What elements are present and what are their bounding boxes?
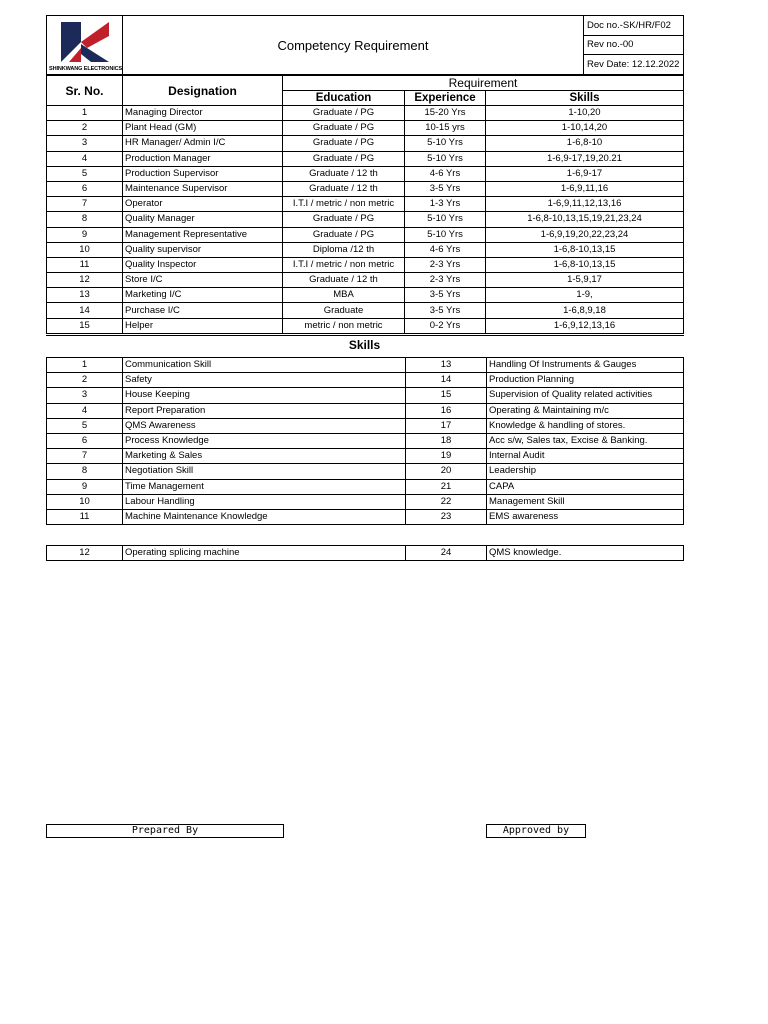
table-row xyxy=(47,136,684,151)
header-education: Education xyxy=(283,91,405,106)
skill-number: 9 xyxy=(47,479,123,494)
skills-cell: 1-6,9,12,13,16 xyxy=(486,318,684,334)
table-row xyxy=(47,479,684,494)
sr-no-cell: 3 xyxy=(47,136,123,151)
skill-name: Acc s/w, Sales tax, Excise & Banking. xyxy=(487,433,684,448)
education-cell: Graduate / PG xyxy=(283,106,405,121)
skill-number: 1 xyxy=(47,358,123,373)
sr-no-cell: 13 xyxy=(47,288,123,303)
skill-number: 11 xyxy=(47,509,123,524)
experience-cell: 5-10 Yrs xyxy=(405,227,486,242)
education-cell: Graduate / PG xyxy=(283,136,405,151)
skill-number: 4 xyxy=(47,403,123,418)
education-cell: Graduate / PG xyxy=(283,227,405,242)
table-row xyxy=(47,303,684,318)
sr-no-cell: 9 xyxy=(47,227,123,242)
table-row xyxy=(47,388,684,403)
experience-cell: 5-10 Yrs xyxy=(405,151,486,166)
experience-cell: 3-5 Yrs xyxy=(405,303,486,318)
competency-rows xyxy=(47,106,684,337)
education-cell: I.T.I / metric / non metric xyxy=(283,197,405,212)
table-row xyxy=(47,273,684,288)
skill-number: 22 xyxy=(406,494,487,509)
experience-cell: 3-5 Yrs xyxy=(405,181,486,196)
designation-cell: Quality Inspector xyxy=(123,257,283,272)
skill-number: 20 xyxy=(406,464,487,479)
education-cell: I.T.I / metric / non metric xyxy=(283,257,405,272)
skill-name: Operating splicing machine xyxy=(123,546,406,561)
skill-name: Time Management xyxy=(123,479,406,494)
skill-number: 23 xyxy=(406,509,487,524)
skill-name: Report Preparation xyxy=(123,403,406,418)
experience-cell: 0-2 Yrs xyxy=(405,318,486,334)
sr-no-cell: 14 xyxy=(47,303,123,318)
sr-no-cell: 5 xyxy=(47,166,123,181)
skills-cell: 1-10,20 xyxy=(486,106,684,121)
table-row xyxy=(47,197,684,212)
skills-cell: 1-10,14,20 xyxy=(486,121,684,136)
skill-number: 6 xyxy=(47,433,123,448)
education-cell: Graduate / PG xyxy=(283,121,405,136)
designation-cell: Marketing I/C xyxy=(123,288,283,303)
skill-number: 15 xyxy=(406,388,487,403)
designation-cell: HR Manager/ Admin I/C xyxy=(123,136,283,151)
skills-cell: 1-6,9-17,19,20.21 xyxy=(486,151,684,166)
table-row xyxy=(47,418,684,433)
sr-no-cell: 6 xyxy=(47,181,123,196)
revision-number: Rev no.-00 xyxy=(584,35,684,55)
education-cell: MBA xyxy=(283,288,405,303)
document-title: Competency Requirement xyxy=(123,16,584,75)
table-row xyxy=(47,546,684,561)
table-row xyxy=(47,212,684,227)
table-row xyxy=(47,509,684,524)
designation-cell: Production Supervisor xyxy=(123,166,283,181)
designation-cell: Helper xyxy=(123,318,283,334)
skill-number: 13 xyxy=(406,358,487,373)
designation-cell: Quality supervisor xyxy=(123,242,283,257)
header-skills: Skills xyxy=(486,91,684,106)
sr-no-cell: 1 xyxy=(47,106,123,121)
skill-name: Production Planning xyxy=(487,373,684,388)
skill-name: Leadership xyxy=(487,464,684,479)
skill-number: 24 xyxy=(406,546,487,561)
designation-cell: Management Representative xyxy=(123,227,283,242)
experience-cell: 5-10 Yrs xyxy=(405,136,486,151)
table-row xyxy=(47,403,684,418)
logo-text: SHINKWANG ELECTRONICS xyxy=(49,66,123,72)
table-row xyxy=(47,433,684,448)
table-row xyxy=(47,181,684,196)
skill-number: 2 xyxy=(47,373,123,388)
sr-no-cell: 11 xyxy=(47,257,123,272)
skills-cell: 1-5,9,17 xyxy=(486,273,684,288)
designation-cell: Production Manager xyxy=(123,151,283,166)
table-row xyxy=(47,151,684,166)
designation-cell: Purchase I/C xyxy=(123,303,283,318)
table-row xyxy=(47,373,684,388)
skill-name: Process Knowledge xyxy=(123,433,406,448)
table-row xyxy=(47,358,684,373)
skill-name: House Keeping xyxy=(123,388,406,403)
skill-number: 17 xyxy=(406,418,487,433)
experience-cell: 15-20 Yrs xyxy=(405,106,486,121)
experience-cell: 2-3 Yrs xyxy=(405,257,486,272)
revision-date: Rev Date: 12.12.2022 xyxy=(584,55,684,75)
skills-extra-table xyxy=(46,545,684,561)
skill-name: QMS knowledge. xyxy=(487,546,684,561)
skill-name: Labour Handling xyxy=(123,494,406,509)
sr-no-cell: 2 xyxy=(47,121,123,136)
skill-name: EMS awareness xyxy=(487,509,684,524)
document-header xyxy=(46,15,684,75)
designation-cell: Quality Manager xyxy=(123,212,283,227)
sr-no-cell: 4 xyxy=(47,151,123,166)
skill-number: 12 xyxy=(47,546,123,561)
skill-name: Safety xyxy=(123,373,406,388)
experience-cell: 4-6 Yrs xyxy=(405,166,486,181)
skill-number: 8 xyxy=(47,464,123,479)
skill-name: Internal Audit xyxy=(487,449,684,464)
header-sr-no: Sr. No. xyxy=(47,76,123,106)
skills-rows xyxy=(47,358,684,525)
table-row xyxy=(47,121,684,136)
education-cell: Graduate / 12 th xyxy=(283,181,405,196)
skills-cell: 1-6,9-17 xyxy=(486,166,684,181)
table-row xyxy=(47,227,684,242)
education-cell: Graduate xyxy=(283,303,405,318)
skill-name: Machine Maintenance Knowledge xyxy=(123,509,406,524)
header-designation: Designation xyxy=(123,76,283,106)
skill-name: Handling Of Instruments & Gauges xyxy=(487,358,684,373)
designation-cell: Maintenance Supervisor xyxy=(123,181,283,196)
skill-name: Negotiation Skill xyxy=(123,464,406,479)
table-row xyxy=(47,288,684,303)
education-cell: Graduate / PG xyxy=(283,212,405,227)
table-row xyxy=(47,106,684,121)
experience-cell: 3-5 Yrs xyxy=(405,288,486,303)
education-cell: Diploma /12 th xyxy=(283,242,405,257)
skills-cell: 1-6,9,19,20,22,23,24 xyxy=(486,227,684,242)
experience-cell: 1-3 Yrs xyxy=(405,197,486,212)
skill-number: 5 xyxy=(47,418,123,433)
skill-name: Supervision of Quality related activities xyxy=(487,388,684,403)
experience-cell: 2-3 Yrs xyxy=(405,273,486,288)
sr-no-cell: 7 xyxy=(47,197,123,212)
company-logo xyxy=(47,16,123,75)
skill-name: Knowledge & handling of stores. xyxy=(487,418,684,433)
skills-cell: 1-6,9,11,12,13,16 xyxy=(486,197,684,212)
skills-cell: 1-6,8-10,13,15,19,21,23,24 xyxy=(486,212,684,227)
sr-no-cell: 15 xyxy=(47,318,123,334)
skill-number: 7 xyxy=(47,449,123,464)
designation-cell: Plant Head (GM) xyxy=(123,121,283,136)
double-rule xyxy=(47,334,684,337)
table-row xyxy=(47,257,684,272)
skill-number: 19 xyxy=(406,449,487,464)
competency-table xyxy=(46,75,684,337)
table-row xyxy=(47,464,684,479)
skill-number: 10 xyxy=(47,494,123,509)
table-row xyxy=(47,318,684,334)
header-experience: Experience xyxy=(405,91,486,106)
skill-number: 16 xyxy=(406,403,487,418)
education-cell: Graduate / PG xyxy=(283,151,405,166)
designation-cell: Operator xyxy=(123,197,283,212)
table-row xyxy=(47,242,684,257)
skill-name: Marketing & Sales xyxy=(123,449,406,464)
table-row xyxy=(47,166,684,181)
prepared-by-box: Prepared By xyxy=(46,824,284,838)
skills-section-title: Skills xyxy=(348,338,381,352)
doc-number: Doc no.-SK/HR/F02 xyxy=(584,16,684,36)
skills-cell: 1-6,8-10,13,15 xyxy=(486,257,684,272)
header-requirement: Requirement xyxy=(283,76,684,91)
skill-number: 21 xyxy=(406,479,487,494)
education-cell: metric / non metric xyxy=(283,318,405,334)
skill-name: CAPA xyxy=(487,479,684,494)
sr-no-cell: 10 xyxy=(47,242,123,257)
approved-by-box: Approved by xyxy=(486,824,586,838)
skills-table xyxy=(46,357,684,525)
skills-cell: 1-6,8,9,18 xyxy=(486,303,684,318)
skill-number: 3 xyxy=(47,388,123,403)
experience-cell: 4-6 Yrs xyxy=(405,242,486,257)
experience-cell: 5-10 Yrs xyxy=(405,212,486,227)
table-bottom-border xyxy=(47,334,684,337)
experience-cell: 10-15 yrs xyxy=(405,121,486,136)
designation-cell: Managing Director xyxy=(123,106,283,121)
skill-name: Management Skill xyxy=(487,494,684,509)
shinkwang-logo-icon xyxy=(47,18,123,68)
sr-no-cell: 12 xyxy=(47,273,123,288)
skill-number: 14 xyxy=(406,373,487,388)
designation-cell: Store I/C xyxy=(123,273,283,288)
education-cell: Graduate / 12 th xyxy=(283,166,405,181)
skills-cell: 1-9, xyxy=(486,288,684,303)
skills-cell: 1-6,9,11,16 xyxy=(486,181,684,196)
table-row xyxy=(47,449,684,464)
table-row xyxy=(47,494,684,509)
education-cell: Graduate / 12 th xyxy=(283,273,405,288)
skill-name: QMS Awareness xyxy=(123,418,406,433)
sr-no-cell: 8 xyxy=(47,212,123,227)
skill-name: Communication Skill xyxy=(123,358,406,373)
skill-name: Operating & Maintaining m/c xyxy=(487,403,684,418)
skills-cell: 1-6,8-10,13,15 xyxy=(486,242,684,257)
skill-number: 18 xyxy=(406,433,487,448)
skills-cell: 1-6,8-10 xyxy=(486,136,684,151)
